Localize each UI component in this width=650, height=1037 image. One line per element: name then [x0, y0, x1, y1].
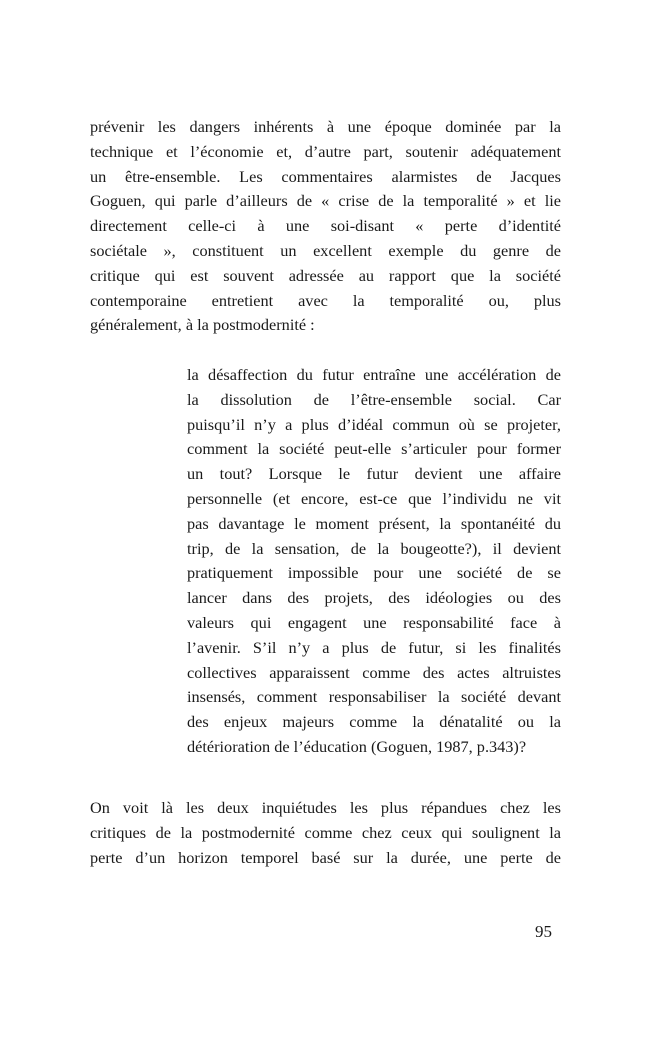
text-line: critique qui est souvent adressée au rapport que la société — [90, 265, 561, 285]
paragraph-2 — [90, 796, 561, 870]
text-line: critiques de la postmodernité comme chez ceux qui soulignent la — [90, 822, 561, 842]
text-line: personnelle (et encore, est-ce que l’individu ne vit — [187, 488, 561, 508]
text-line: Goguen, qui parle d’ailleurs de « crise de la temporalité » et lie — [90, 191, 561, 211]
text-line: pas davantage le moment présent, la spontanéité du — [187, 513, 561, 533]
text-line: insensés, comment responsabiliser la société devant — [187, 687, 561, 707]
text-line: collectives apparaissent comme des actes altruistes — [187, 662, 561, 682]
page-number: 95 — [535, 922, 552, 941]
text-line: pratiquement impossible pour une société de se — [187, 563, 561, 583]
text-line: des enjeux majeurs comme la dénatalité ou la — [187, 712, 561, 732]
paragraph-1 — [90, 115, 561, 338]
text-line: l’avenir. S’il n’y a plus de futur, si les finalités — [187, 637, 561, 657]
text-line: contemporaine entretient avec la temporalité ou, plus — [90, 290, 561, 310]
text-line: valeurs qui engagent une responsabilité face à — [187, 612, 561, 632]
text-line: trip, de la sensation, de la bougeotte?), il devient — [187, 538, 561, 558]
text-line: prévenir les dangers inhérents à une époque dominée par la — [90, 117, 561, 136]
text-line: la désaffection du futur entraîne une accélération de — [187, 365, 561, 384]
text-line: lancer dans des projets, des idéologies ou des — [187, 588, 561, 608]
text-line: On voit là les deux inquiétudes les plus répandues chez les — [90, 798, 561, 817]
text-line: perte d’un horizon temporel basé sur la durée, une perte de — [90, 847, 561, 867]
text-line: technique et l’économie et, d’autre part, soutenir adéquatement — [90, 141, 561, 161]
text-line: comment la société peut-elle s’articuler pour former — [187, 439, 561, 459]
text-line: détérioration de l’éducation (Goguen, 1987, p.343)? — [187, 736, 527, 756]
text-line: un tout? Lorsque le futur devient une affaire — [187, 464, 561, 484]
text-line: la dissolution de l’être-ensemble social. Car — [187, 389, 561, 409]
text-line: sociétale », constituent un excellent exemple du genre de — [90, 240, 561, 260]
text-line: puisqu’il n’y a plus d’idéal commun où se projeter, — [187, 414, 561, 434]
text-line: un être-ensemble. Les commentaires alarmistes de Jacques — [90, 166, 561, 186]
block-quote — [187, 363, 561, 760]
text-line: directement celle-ci à une soi-disant « perte d’identité — [90, 216, 561, 236]
text-line: généralement, à la postmodernité : — [90, 315, 315, 335]
